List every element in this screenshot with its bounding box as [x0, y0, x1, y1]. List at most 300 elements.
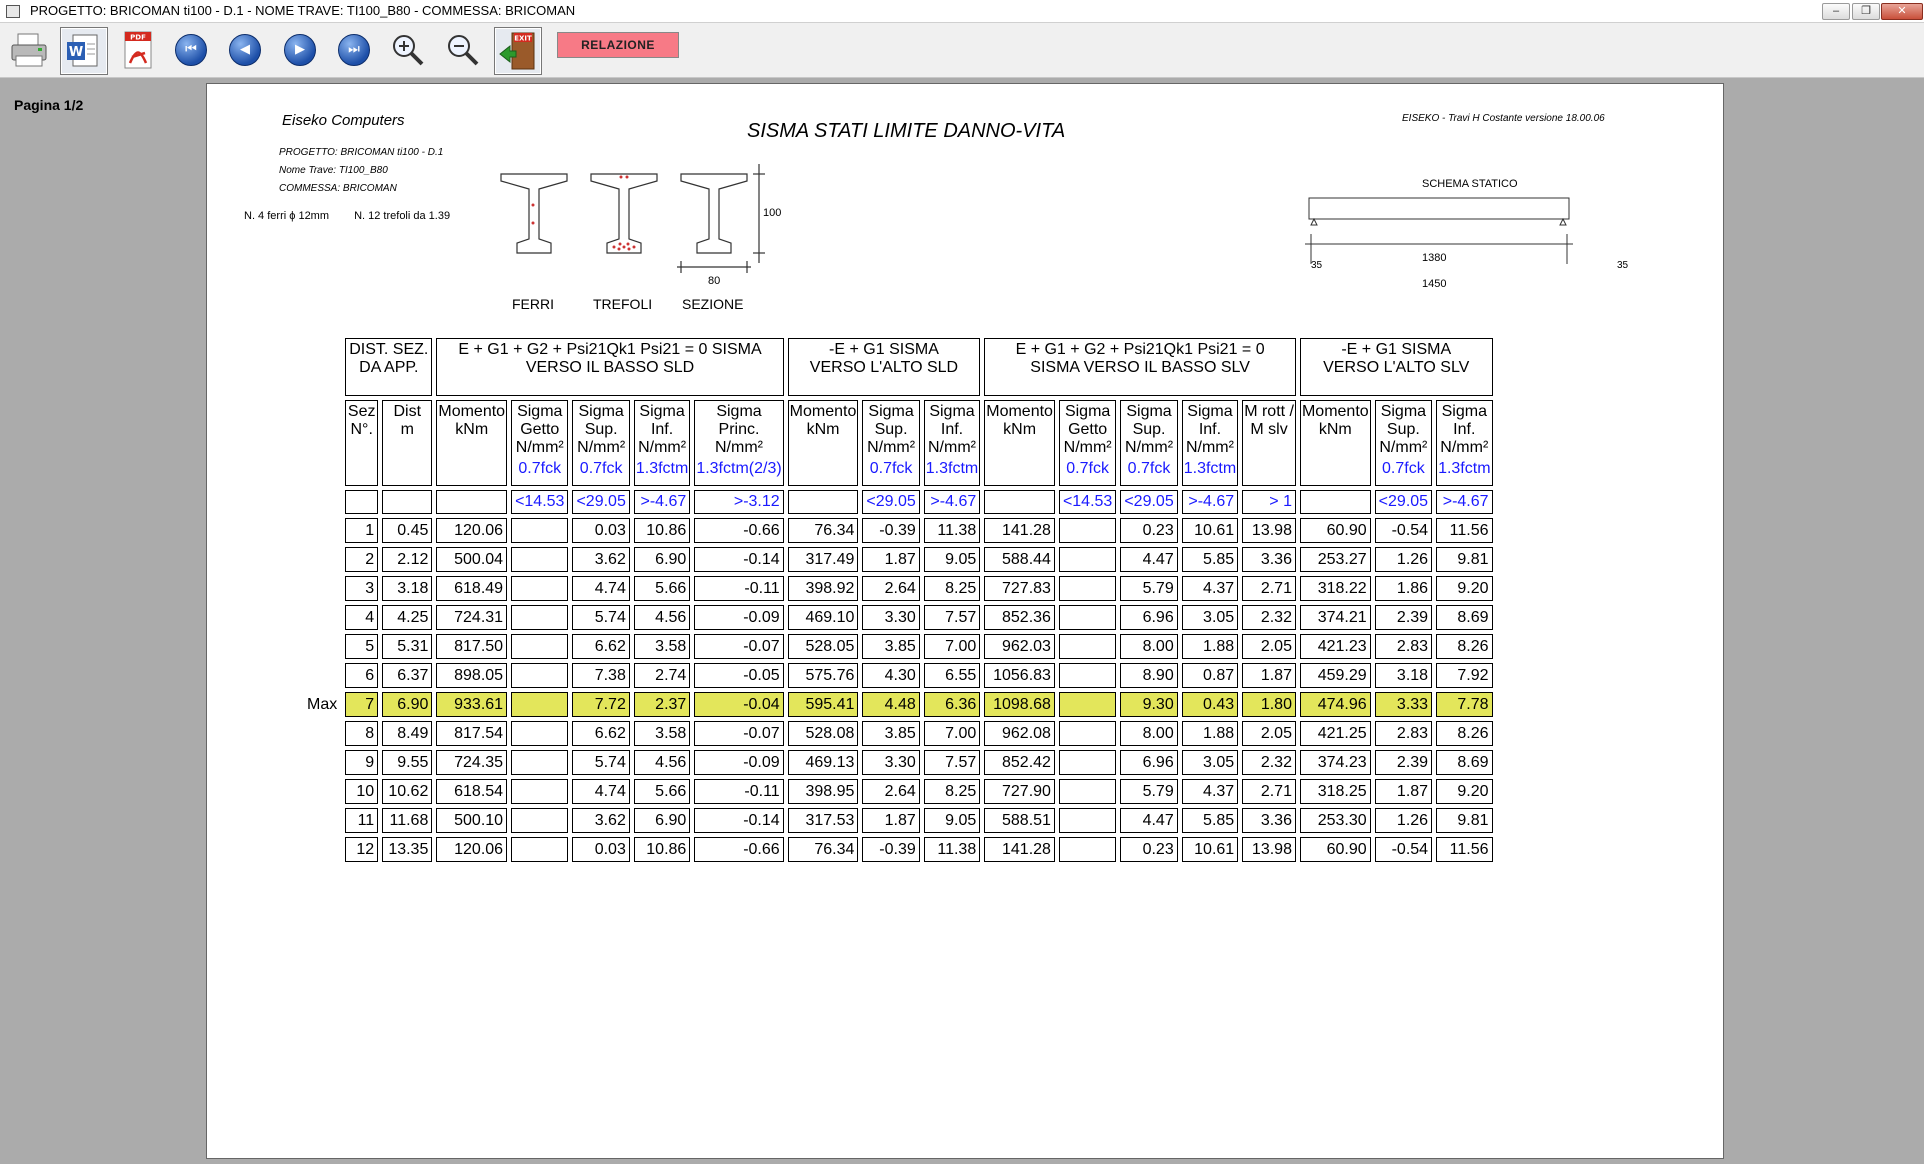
- first-page-button[interactable]: [168, 27, 214, 73]
- beam-name: Nome Trave: TI100_B80: [279, 165, 388, 176]
- table-cell: 588.51: [984, 808, 1055, 833]
- table-cell: 7: [345, 692, 378, 717]
- row-label: [304, 837, 341, 862]
- table-cell: 6.96: [1120, 605, 1177, 630]
- table-row: [304, 634, 1493, 659]
- table-cell: 2.05: [1242, 721, 1296, 746]
- table-cell: [511, 634, 568, 659]
- table-cell: 6: [345, 663, 378, 688]
- limit-cell: <14.53: [511, 490, 568, 514]
- table-cell: 4: [345, 605, 378, 630]
- last-page-button[interactable]: [331, 27, 377, 73]
- table-cell: 1.88: [1182, 721, 1238, 746]
- table-cell: 3.18: [1375, 663, 1432, 688]
- limit-cell: <29.05: [862, 490, 919, 514]
- row-label: [304, 779, 341, 804]
- table-cell: 5.79: [1120, 576, 1177, 601]
- column-header: [1300, 400, 1371, 486]
- column-header: [511, 400, 568, 486]
- toolbar: [0, 23, 1924, 78]
- window-title: PROGETTO: BRICOMAN ti100 - D.1 - NOME TRAVE: TI100_B80 - COMMESSA: BRICOMAN: [30, 3, 576, 18]
- table-cell: 8.00: [1120, 721, 1177, 746]
- table-cell: 2.64: [862, 576, 919, 601]
- table-cell: 374.23: [1300, 750, 1371, 775]
- table-cell: 727.83: [984, 576, 1055, 601]
- table-cell: 253.30: [1300, 808, 1371, 833]
- group-header: [436, 338, 783, 396]
- table-cell: [511, 692, 568, 717]
- group-header-label: -E + G1 SISMA VERSO L'ALTO SLV: [1323, 341, 1470, 376]
- table-cell: [511, 663, 568, 688]
- column-header: [924, 400, 980, 486]
- table-cell: 5: [345, 634, 378, 659]
- row-label: [304, 808, 341, 833]
- column-header-unit: 0.7fck: [1066, 460, 1109, 477]
- table-cell: 2.05: [1242, 634, 1296, 659]
- table-cell: 0.23: [1120, 837, 1177, 862]
- table-cell: 3: [345, 576, 378, 601]
- table-cell: 9.05: [924, 547, 980, 572]
- table-cell: 528.08: [788, 721, 859, 746]
- column-header-label: Sigma Getto N/mm²: [515, 403, 564, 456]
- printer-icon: [9, 30, 49, 70]
- ferri-count: N. 4 ferri ϕ 12mm: [244, 210, 330, 222]
- word-document-icon: [65, 32, 103, 70]
- limit-cell: [984, 490, 1055, 514]
- table-cell: 8.25: [924, 576, 980, 601]
- table-cell: 1.87: [862, 547, 919, 572]
- table-cell: 9.20: [1436, 576, 1492, 601]
- table-cell: 1.88: [1182, 634, 1238, 659]
- table-cell: 1.87: [1375, 779, 1432, 804]
- table-cell: 8: [345, 721, 378, 746]
- table-cell: 9.05: [924, 808, 980, 833]
- group-header-row: [304, 338, 1493, 396]
- table-cell: 3.36: [1242, 547, 1296, 572]
- column-header-label: Sigma Getto N/mm²: [1063, 403, 1112, 456]
- table-cell: 5.85: [1182, 808, 1238, 833]
- table-cell: 11: [345, 808, 378, 833]
- sezione-section-drawing: [677, 164, 765, 273]
- table-cell: 1.80: [1242, 692, 1296, 717]
- section-width-dimension: 80: [708, 275, 721, 287]
- table-cell: 6.90: [634, 547, 690, 572]
- column-header-label: Sez N°.: [347, 403, 376, 438]
- pdf-export-button[interactable]: [115, 27, 161, 73]
- zoom-in-button[interactable]: [385, 27, 431, 73]
- column-header: [1375, 400, 1432, 486]
- table-cell: -0.07: [694, 721, 783, 746]
- table-cell: 5.85: [1182, 547, 1238, 572]
- table-cell: 474.96: [1300, 692, 1371, 717]
- column-header-unit: 0.7fck: [518, 460, 562, 477]
- column-header: [572, 400, 629, 486]
- table-row: [304, 721, 1493, 746]
- table-cell: 1.87: [862, 808, 919, 833]
- reinforcement-info: [244, 210, 472, 222]
- column-header: [984, 400, 1055, 486]
- column-header-label: Momento kNm: [1301, 403, 1369, 438]
- table-cell: [1059, 576, 1116, 601]
- table-cell: 141.28: [984, 837, 1055, 862]
- table-cell: 11.38: [924, 518, 980, 543]
- table-cell: 1.26: [1375, 547, 1432, 572]
- table-cell: 2.32: [1242, 605, 1296, 630]
- column-header-unit: 0.7fck: [1127, 460, 1171, 477]
- table-cell: 8.69: [1436, 605, 1492, 630]
- table-cell: 10.61: [1182, 837, 1238, 862]
- table-cell: 8.26: [1436, 721, 1492, 746]
- print-button[interactable]: [6, 27, 52, 73]
- exit-button[interactable]: [494, 27, 542, 75]
- table-cell: 469.10: [788, 605, 859, 630]
- table-cell: 5.66: [634, 779, 690, 804]
- table-cell: 10.61: [1182, 518, 1238, 543]
- table-cell: 8.25: [924, 779, 980, 804]
- table-cell: 398.92: [788, 576, 859, 601]
- max-row-label: Max: [307, 695, 338, 713]
- restore-button[interactable]: ❐: [1852, 3, 1880, 20]
- group-header-label: -E + G1 SISMA VERSO L'ALTO SLD: [809, 341, 959, 376]
- column-header: [382, 400, 432, 486]
- limit-cell: >-4.67: [1436, 490, 1492, 514]
- table-cell: 852.42: [984, 750, 1055, 775]
- table-cell: 5.66: [634, 576, 690, 601]
- previous-page-button[interactable]: [222, 27, 268, 73]
- table-cell: 898.05: [436, 663, 507, 688]
- table-cell: 1.87: [1242, 663, 1296, 688]
- group-header-label: DIST. SEZ. DA APP.: [349, 341, 429, 376]
- page-indicator: Pagina 1/2: [14, 97, 84, 113]
- table-cell: 0.87: [1182, 663, 1238, 688]
- trefoli-label: TREFOLI: [593, 296, 653, 312]
- table-cell: -0.05: [694, 663, 783, 688]
- table-cell: 11.56: [1436, 837, 1492, 862]
- row-label: [304, 518, 341, 543]
- table-cell: -0.14: [694, 808, 783, 833]
- schema-statico-title: SCHEMA STATICO: [1422, 178, 1518, 190]
- row-label: [304, 605, 341, 630]
- table-cell: 4.47: [1120, 547, 1177, 572]
- table-cell: 3.85: [862, 721, 919, 746]
- results-table: [300, 334, 1497, 866]
- table-cell: 120.06: [436, 837, 507, 862]
- app-icon: [6, 5, 20, 18]
- column-header-unit: 1.3fctm: [1183, 460, 1237, 477]
- table-cell: 0.03: [572, 837, 629, 862]
- table-cell: 500.04: [436, 547, 507, 572]
- column-header: [862, 400, 919, 486]
- row-label: [304, 547, 341, 572]
- group-header-label: E + G1 + G2 + Psi21Qk1 Psi21 = 0 SISMA VERSO IL BASSO SLD: [458, 341, 762, 376]
- table-cell: 7.78: [1436, 692, 1492, 717]
- column-header: [1242, 400, 1296, 486]
- table-cell: 318.22: [1300, 576, 1371, 601]
- table-cell: 317.53: [788, 808, 859, 833]
- row-label: [304, 750, 341, 775]
- column-header-label: Sigma Sup. N/mm²: [577, 403, 626, 456]
- zoom-in-icon: [390, 32, 426, 68]
- table-cell: 76.34: [788, 518, 859, 543]
- table-cell: 9.20: [1436, 779, 1492, 804]
- table-row: [304, 837, 1493, 862]
- table-cell: 528.05: [788, 634, 859, 659]
- zoom-out-icon: [445, 32, 481, 68]
- table-cell: 4.30: [862, 663, 919, 688]
- table-cell: 9.81: [1436, 808, 1492, 833]
- limit-cell: [1300, 490, 1371, 514]
- table-cell: 9.55: [382, 750, 432, 775]
- table-cell: 2.12: [382, 547, 432, 572]
- table-cell: [511, 721, 568, 746]
- limit-cell: >-4.67: [924, 490, 980, 514]
- table-cell: 13.35: [382, 837, 432, 862]
- table-cell: 0.23: [1120, 518, 1177, 543]
- close-button[interactable]: ✕: [1881, 3, 1923, 20]
- table-cell: -0.66: [694, 837, 783, 862]
- table-cell: -0.54: [1375, 518, 1432, 543]
- table-cell: -0.11: [694, 779, 783, 804]
- group-header: [984, 338, 1296, 396]
- next-page-button[interactable]: [277, 27, 323, 73]
- table-cell: -0.54: [1375, 837, 1432, 862]
- table-cell: 8.69: [1436, 750, 1492, 775]
- table-cell: 588.44: [984, 547, 1055, 572]
- table-cell: [511, 837, 568, 862]
- table-cell: 4.56: [634, 605, 690, 630]
- table-cell: 5.74: [572, 605, 629, 630]
- schema-span-length: 1380: [1422, 252, 1447, 264]
- table-cell: 8.90: [1120, 663, 1177, 688]
- word-export-button[interactable]: [60, 27, 108, 75]
- table-cell: 1.86: [1375, 576, 1432, 601]
- blank-cell: [304, 490, 341, 514]
- table-cell: 1: [345, 518, 378, 543]
- column-header-label: Sigma Inf. N/mm²: [928, 403, 976, 456]
- table-cell: 2.32: [1242, 750, 1296, 775]
- table-cell: 4.56: [634, 750, 690, 775]
- table-row: [304, 547, 1493, 572]
- table-cell: 1056.83: [984, 663, 1055, 688]
- limit-cell: <29.05: [1120, 490, 1177, 514]
- table-cell: 0.43: [1182, 692, 1238, 717]
- column-header-label: Dist m: [393, 403, 422, 438]
- column-header-label: Momento kNm: [986, 403, 1053, 438]
- limit-cell: [788, 490, 859, 514]
- table-cell: 4.37: [1182, 576, 1238, 601]
- column-header-unit: 0.7fck: [869, 460, 913, 477]
- limit-cell: >-3.12: [694, 490, 783, 514]
- table-row: [304, 808, 1493, 833]
- group-header: [788, 338, 981, 396]
- table-cell: 0.45: [382, 518, 432, 543]
- table-cell: -0.09: [694, 605, 783, 630]
- table-cell: 8.49: [382, 721, 432, 746]
- software-version: EISEKO - Travi H Costante versione 18.00.06: [1402, 113, 1605, 124]
- table-cell: [511, 518, 568, 543]
- column-header-unit: 0.7fck: [579, 460, 623, 477]
- column-header-unit: 1.3fctm: [635, 460, 689, 477]
- table-cell: [1059, 634, 1116, 659]
- group-header: [1300, 338, 1493, 396]
- table-cell: 724.35: [436, 750, 507, 775]
- table-cell: 724.31: [436, 605, 507, 630]
- table-cell: 5.74: [572, 750, 629, 775]
- section-drawings: [497, 164, 797, 294]
- project-name: PROGETTO: BRICOMAN ti100 - D.1: [279, 147, 444, 158]
- table-cell: [1059, 692, 1116, 717]
- limit-cell: <14.53: [1059, 490, 1116, 514]
- first-page-icon: ⏮: [175, 34, 207, 66]
- table-row: [304, 605, 1493, 630]
- pdf-icon: [118, 29, 158, 71]
- ferri-label: FERRI: [512, 296, 554, 312]
- table-cell: 4.37: [1182, 779, 1238, 804]
- table-cell: [1059, 750, 1116, 775]
- column-header-label: Sigma Inf. N/mm²: [638, 403, 687, 456]
- table-cell: [1059, 837, 1116, 862]
- table-cell: 11.38: [924, 837, 980, 862]
- table-cell: 6.55: [924, 663, 980, 688]
- last-page-icon: ⏭: [338, 34, 370, 66]
- table-cell: 3.05: [1182, 605, 1238, 630]
- column-header-label: Momento kNm: [789, 403, 857, 438]
- table-cell: 2.74: [634, 663, 690, 688]
- table-cell: 10: [345, 779, 378, 804]
- table-cell: -0.39: [862, 518, 919, 543]
- column-header-label: Sigma Inf. N/mm²: [1440, 403, 1489, 456]
- column-header-label: Sigma Princ. N/mm²: [715, 403, 763, 456]
- table-cell: 7.00: [924, 634, 980, 659]
- table-cell: -0.66: [694, 518, 783, 543]
- table-row: [304, 576, 1493, 601]
- sezione-label: SEZIONE: [682, 296, 744, 312]
- table-cell: 2.71: [1242, 779, 1296, 804]
- table-cell: 4.47: [1120, 808, 1177, 833]
- limit-cell: [345, 490, 378, 514]
- table-cell: 6.90: [382, 692, 432, 717]
- table-cell: 962.08: [984, 721, 1055, 746]
- column-header: [788, 400, 859, 486]
- table-cell: 3.85: [862, 634, 919, 659]
- table-cell: 3.33: [1375, 692, 1432, 717]
- row-label: [304, 576, 341, 601]
- table-row: [304, 750, 1493, 775]
- table-cell: 618.49: [436, 576, 507, 601]
- table-cell: 595.41: [788, 692, 859, 717]
- table-cell: 5.79: [1120, 779, 1177, 804]
- column-header-unit: 0.7fck: [1382, 460, 1425, 477]
- column-header-unit: 1.3fctm(2/3): [696, 460, 782, 477]
- table-cell: 8.00: [1120, 634, 1177, 659]
- table-cell: -0.04: [694, 692, 783, 717]
- exit-icon-label: EXIT: [514, 34, 532, 43]
- table-cell: 8.26: [1436, 634, 1492, 659]
- table-cell: 3.18: [382, 576, 432, 601]
- table-cell: 7.57: [924, 750, 980, 775]
- zoom-out-button[interactable]: [440, 27, 486, 73]
- table-row: [304, 518, 1493, 543]
- column-header: [694, 400, 783, 486]
- table-cell: 2.39: [1375, 605, 1432, 630]
- row-label: [304, 663, 341, 688]
- column-header-label: M rott / M slv: [1244, 403, 1294, 438]
- table-cell: 1098.68: [984, 692, 1055, 717]
- table-cell: 4.74: [572, 576, 629, 601]
- blank-cell: [304, 400, 341, 486]
- blank-cell: [304, 338, 341, 396]
- table-cell: 3.62: [572, 808, 629, 833]
- limits-row: [304, 490, 1493, 514]
- table-cell: [1059, 605, 1116, 630]
- table-cell: 852.36: [984, 605, 1055, 630]
- ferri-section-drawing: [501, 174, 567, 253]
- column-header: [1120, 400, 1177, 486]
- next-page-icon: ▶: [284, 34, 316, 66]
- table-cell: 9.30: [1120, 692, 1177, 717]
- column-header: [436, 400, 507, 486]
- table-cell: [511, 779, 568, 804]
- table-cell: 10.62: [382, 779, 432, 804]
- table-cell: 817.50: [436, 634, 507, 659]
- table-cell: 3.58: [634, 634, 690, 659]
- table-cell: [511, 547, 568, 572]
- limit-cell: >-4.67: [634, 490, 690, 514]
- minimize-button[interactable]: –: [1822, 3, 1850, 20]
- table-cell: -0.07: [694, 634, 783, 659]
- limit-cell: <29.05: [1375, 490, 1432, 514]
- table-cell: 4.74: [572, 779, 629, 804]
- table-cell: 3.05: [1182, 750, 1238, 775]
- table-cell: 459.29: [1300, 663, 1371, 688]
- table-cell: 374.21: [1300, 605, 1371, 630]
- table-cell: 6.36: [924, 692, 980, 717]
- schema-total-length: 1450: [1422, 278, 1447, 290]
- table-cell: 500.10: [436, 808, 507, 833]
- svg-text:W: W: [68, 45, 84, 60]
- table-cell: 3.36: [1242, 808, 1296, 833]
- table-cell: [511, 808, 568, 833]
- column-header-unit: 1.3fctm: [925, 460, 979, 477]
- commessa-name: COMMESSA: BRICOMAN: [279, 183, 397, 194]
- table-cell: 11.68: [382, 808, 432, 833]
- table-cell: 421.23: [1300, 634, 1371, 659]
- column-header-label: Sigma Sup. N/mm²: [1379, 403, 1428, 456]
- table-cell: 3.30: [862, 605, 919, 630]
- column-header-label: Momento kNm: [438, 403, 506, 438]
- column-header: [1059, 400, 1116, 486]
- table-cell: 9.81: [1436, 547, 1492, 572]
- table-cell: 4.25: [382, 605, 432, 630]
- column-header-unit: 1.3fctm: [1438, 460, 1491, 477]
- table-cell: 9: [345, 750, 378, 775]
- table-cell: 7.00: [924, 721, 980, 746]
- table-cell: -0.09: [694, 750, 783, 775]
- schema-left-overhang: 35: [1311, 260, 1323, 271]
- relazione-button[interactable]: RELAZIONE: [557, 32, 679, 58]
- column-header-row: [304, 400, 1493, 486]
- table-cell: 2.64: [862, 779, 919, 804]
- table-cell: [1059, 721, 1116, 746]
- limit-cell: [382, 490, 432, 514]
- column-header: [345, 400, 378, 486]
- limit-cell: >-4.67: [1182, 490, 1238, 514]
- table-cell: 60.90: [1300, 518, 1371, 543]
- table-cell: 7.92: [1436, 663, 1492, 688]
- table-cell: 6.37: [382, 663, 432, 688]
- table-cell: 3.62: [572, 547, 629, 572]
- group-header: [345, 338, 432, 396]
